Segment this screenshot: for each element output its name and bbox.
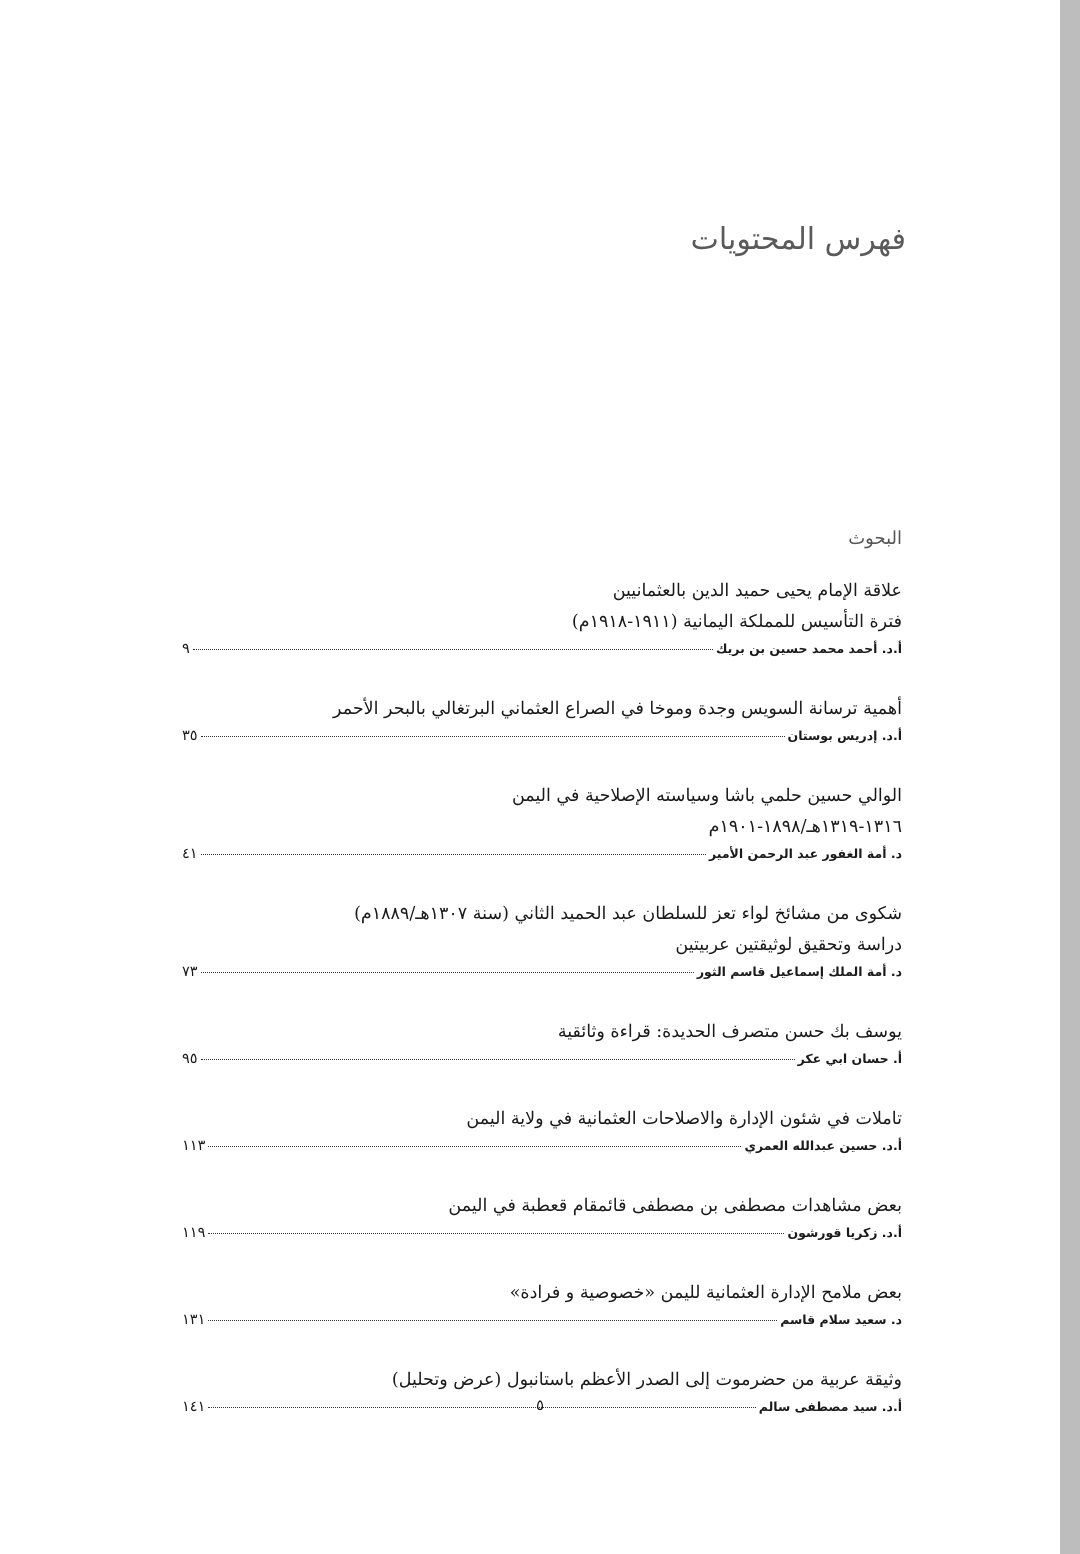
entry-page-number: ٣٥ <box>182 728 198 744</box>
entry-page-number: ١١٣ <box>182 1138 206 1154</box>
toc-entry[interactable] <box>182 781 902 863</box>
entry-title-line: بعض مشاهدات مصطفى بن مصطفى قائمقام قعطبة في اليمن <box>448 1196 902 1216</box>
entry-page-number: ١١٩ <box>182 1225 206 1241</box>
entry-title-line: شكوى من مشائخ لواء تعز للسلطان عبد الحميد الثاني (سنة ١٣٠٧هـ/١٨٨٩م) <box>354 904 902 924</box>
page-number-footer: ٥ <box>535 1396 545 1414</box>
entry-author-line <box>182 1137 902 1155</box>
toc-entry[interactable] <box>182 1191 902 1242</box>
entry-author-line <box>182 963 902 981</box>
dot-leader <box>201 854 706 855</box>
entry-author: أ.د. إدريس بوستان <box>787 728 902 743</box>
entry-author-line <box>182 1224 902 1242</box>
entry-title-line: وثيقة عربية من حضرموت إلى الصدر الأعظم باستانبول (عرض وتحليل) <box>391 1370 902 1390</box>
entry-title-line: أهمية ترسانة السويس وجدة وموخا في الصراع العثماني البرتغالي بالبحر الأحمر <box>333 699 902 719</box>
entry-author: أ.د. زكريا قورشون <box>787 1225 902 1240</box>
entry-author-line <box>182 640 902 658</box>
entry-page-number: ٤١ <box>182 846 198 862</box>
toc-entry[interactable] <box>182 694 902 745</box>
entry-author: أ.د. سيد مصطفى سالم <box>758 1399 902 1414</box>
entry-title-line: يوسف بك حسن متصرف الحديدة: قراءة وثائقية <box>557 1022 902 1042</box>
entry-author: أ.د. حسين عبدالله العمري <box>744 1138 902 1153</box>
dot-leader <box>201 736 785 737</box>
page-title: فهرس المحتويات <box>690 222 906 257</box>
dot-leader <box>208 1233 784 1234</box>
page-edge-strip <box>1060 0 1080 1554</box>
entry-page-number: ١٣١ <box>182 1312 206 1328</box>
dot-leader <box>193 649 713 650</box>
toc-entry[interactable] <box>182 1104 902 1155</box>
entry-page-number: ٩٥ <box>182 1051 198 1067</box>
entry-author: أ.د. أحمد محمد حسين بن بريك <box>715 641 902 656</box>
toc-entry[interactable] <box>182 899 902 981</box>
entry-author-line <box>182 845 902 863</box>
dot-leader <box>201 972 694 973</box>
dot-leader <box>208 1146 741 1147</box>
toc-entry[interactable] <box>182 1278 902 1329</box>
entry-author: أ. حسان ابي عكر <box>797 1051 902 1066</box>
entry-author: د. سعيد سلام قاسم <box>780 1312 902 1327</box>
entry-title-line: ١٣١٦-١٣١٩هـ/١٨٩٨-١٩٠١م <box>708 817 902 837</box>
dot-leader <box>208 1320 777 1321</box>
entry-author-line <box>182 727 902 745</box>
entry-title-line: الوالي حسين حلمي باشا وسياسته الإصلاحية في اليمن <box>511 786 902 806</box>
entry-title-line: دراسة وتحقيق لوثيقتين عربيتين <box>675 935 902 955</box>
table-of-contents <box>182 576 902 1452</box>
entry-page-number: ١٤١ <box>182 1399 206 1415</box>
section-label: البحوث <box>848 528 902 549</box>
entry-title-line: بعض ملامح الإدارة العثمانية لليمن «خصوصية و فرادة» <box>509 1283 902 1303</box>
entry-page-number: ٩ <box>182 641 190 657</box>
entry-author: د. أمة الملك إسماعيل قاسم الثور <box>696 964 902 979</box>
entry-page-number: ٧٣ <box>182 964 198 980</box>
entry-title-line: تاملات في شئون الإدارة والاصلاحات العثمانية في ولاية اليمن <box>466 1109 902 1129</box>
entry-title-line: علاقة الإمام يحيى حميد الدين بالعثمانيين <box>612 581 902 601</box>
entry-author-line <box>182 1050 902 1068</box>
toc-entry[interactable] <box>182 1017 902 1068</box>
dot-leader <box>201 1059 795 1060</box>
entry-title-line: فترة التأسيس للمملكة اليمانية (١٩١١-١٩١٨م) <box>571 612 902 632</box>
entry-author: د. أمة الغفور عبد الرحمن الأمير <box>708 846 902 861</box>
entry-author-line <box>182 1311 902 1329</box>
toc-entry[interactable] <box>182 576 902 658</box>
